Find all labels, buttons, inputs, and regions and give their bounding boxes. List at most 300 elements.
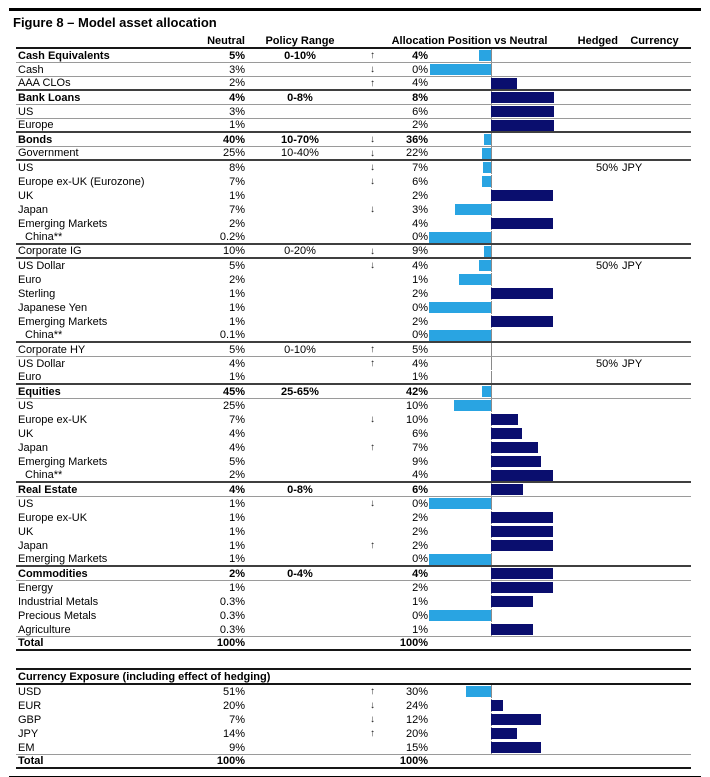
axis-line — [491, 609, 492, 622]
position-bar-cell — [428, 231, 570, 243]
overweight-bar — [491, 218, 553, 229]
position-bar-cell — [428, 385, 570, 398]
neutral-value: 2% — [229, 77, 245, 89]
trend-down-arrow-icon: ↓ — [370, 134, 375, 145]
axis-line — [491, 385, 492, 398]
table-row — [16, 91, 691, 105]
overweight-bar — [491, 540, 553, 551]
neutral-value: 2% — [229, 217, 245, 230]
axis-line — [491, 553, 492, 565]
row-label: US Dollar — [18, 357, 66, 370]
allocation-value: 0% — [412, 609, 428, 622]
neutral-value: 1% — [229, 497, 245, 510]
neutral-value: 5% — [229, 455, 245, 468]
overweight-bar — [491, 624, 533, 635]
neutral-value: 7% — [229, 413, 245, 426]
column-header-hedged: Hedged — [577, 34, 618, 47]
table-row — [16, 483, 691, 497]
allocation-value: 2% — [412, 119, 428, 131]
trend-up-arrow-icon: ↑ — [370, 686, 375, 697]
row-label: Emerging Markets — [18, 553, 108, 565]
underweight-bar — [479, 50, 491, 61]
row-label: Euro — [18, 273, 42, 286]
table-row — [16, 713, 691, 727]
trend-down-arrow-icon: ↓ — [370, 64, 375, 75]
trend-down-arrow-icon: ↓ — [370, 414, 375, 425]
position-bar-cell — [428, 623, 570, 636]
row-label: Cash — [18, 63, 44, 76]
allocation-value: 1% — [412, 595, 428, 608]
neutral-value: 2% — [229, 469, 245, 481]
position-bar-cell — [428, 245, 570, 257]
position-bar-cell — [428, 301, 570, 314]
column-header-policy-range: Policy Range — [265, 34, 335, 47]
axis-line — [491, 133, 492, 146]
hedged-value: 50% — [595, 259, 618, 272]
currency-value: JPY — [622, 357, 643, 370]
row-label: Industrial Metals — [18, 595, 99, 608]
position-bar-cell — [428, 77, 570, 89]
overweight-bar — [491, 484, 523, 495]
allocation-value: 6% — [412, 483, 428, 496]
position-bar-cell — [428, 259, 570, 272]
allocation-value: 1% — [412, 371, 428, 383]
position-bar-cell — [428, 413, 570, 426]
underweight-bar — [430, 64, 491, 75]
row-label: Equities — [18, 385, 61, 398]
allocation-value: 2% — [412, 525, 428, 538]
underweight-bar — [429, 302, 491, 313]
position-bar-cell — [428, 287, 570, 300]
row-label: Europe ex-UK (Eurozone) — [18, 175, 145, 188]
row-label: Total — [18, 755, 44, 767]
table-row — [16, 455, 691, 469]
neutral-value: 1% — [229, 553, 245, 565]
axis-line — [491, 357, 492, 370]
neutral-value: 0.2% — [219, 231, 245, 243]
hedged-value: 50% — [595, 357, 618, 370]
row-label: Precious Metals — [18, 609, 97, 622]
neutral-value: 1% — [229, 287, 245, 300]
table-row — [16, 259, 691, 273]
column-header-allocation: Allocation Position vs Neutral — [391, 34, 548, 47]
row-label: Europe — [18, 119, 54, 131]
position-bar-cell — [428, 63, 570, 76]
row-label: US — [18, 105, 34, 118]
allocation-value: 24% — [405, 699, 428, 712]
neutral-value: 7% — [229, 713, 245, 726]
neutral-value: 1% — [229, 315, 245, 328]
position-bar-cell — [428, 203, 570, 216]
table-row — [16, 357, 691, 371]
table-row — [16, 685, 691, 699]
position-bar-cell — [428, 315, 570, 328]
position-bar-cell — [428, 469, 570, 481]
allocation-rows — [16, 49, 691, 651]
table-row — [16, 371, 691, 385]
table-row — [16, 147, 691, 161]
trend-up-arrow-icon: ↑ — [370, 358, 375, 369]
position-bar-cell — [428, 147, 570, 159]
axis-line — [491, 231, 492, 243]
trend-down-arrow-icon: ↓ — [370, 176, 375, 187]
underweight-bar — [483, 162, 491, 173]
trend-down-arrow-icon: ↓ — [370, 245, 375, 257]
position-bar-cell — [428, 273, 570, 286]
neutral-value: 1% — [229, 301, 245, 314]
column-header-neutral: Neutral — [207, 34, 245, 47]
position-bar-cell — [428, 727, 570, 740]
neutral-value: 7% — [229, 175, 245, 188]
allocation-value: 4% — [412, 49, 428, 62]
underweight-bar — [429, 610, 491, 621]
row-label: China** — [25, 469, 63, 481]
neutral-value: 4% — [229, 91, 245, 104]
axis-line — [491, 161, 492, 174]
neutral-value: 14% — [222, 727, 245, 740]
allocation-value: 4% — [412, 217, 428, 230]
position-bar-cell — [428, 189, 570, 202]
position-bar-cell — [428, 455, 570, 468]
underweight-bar — [484, 246, 491, 257]
overweight-bar — [491, 120, 554, 131]
neutral-value: 1% — [229, 189, 245, 202]
row-label: China** — [25, 329, 63, 341]
table-row — [16, 175, 691, 189]
neutral-value: 1% — [229, 119, 245, 131]
table-row — [16, 399, 691, 413]
trend-up-arrow-icon: ↑ — [370, 442, 375, 453]
trend-down-arrow-icon: ↓ — [370, 162, 375, 173]
allocation-value: 15% — [405, 741, 428, 754]
row-label: Emerging Markets — [18, 217, 108, 230]
allocation-value: 8% — [412, 91, 428, 104]
table-row — [16, 581, 691, 595]
table-row — [16, 511, 691, 525]
axis-line — [491, 329, 492, 341]
hedged-value: 50% — [595, 161, 618, 174]
table-row — [16, 301, 691, 315]
underweight-bar — [429, 330, 491, 341]
allocation-value: 2% — [412, 539, 428, 552]
position-bar-cell — [428, 567, 570, 580]
position-bar-cell — [428, 329, 570, 341]
table-row — [16, 49, 691, 63]
neutral-value: 4% — [229, 441, 245, 454]
overweight-bar — [491, 470, 553, 481]
overweight-bar — [491, 190, 553, 201]
row-label: Government — [18, 147, 79, 159]
currency-table — [16, 685, 691, 769]
overweight-bar — [491, 742, 541, 753]
row-label: US — [18, 399, 34, 412]
neutral-value: 0.1% — [219, 329, 245, 341]
row-label: Japan — [18, 203, 48, 216]
neutral-value: 25% — [222, 399, 245, 412]
allocation-value: 9% — [412, 245, 428, 257]
allocation-value: 9% — [412, 455, 428, 468]
neutral-value: 1% — [229, 581, 245, 594]
table-row — [16, 413, 691, 427]
figure-title: Figure 8 – Model asset allocation — [13, 15, 217, 30]
neutral-value: 2% — [229, 273, 245, 286]
policy-range: 0-4% — [287, 567, 313, 580]
table-row — [16, 595, 691, 609]
allocation-value: 100% — [399, 755, 428, 767]
allocation-value: 2% — [412, 287, 428, 300]
allocation-value: 0% — [412, 497, 428, 510]
axis-line — [491, 399, 492, 412]
allocation-value: 2% — [412, 581, 428, 594]
overweight-bar — [491, 78, 517, 89]
table-row — [16, 119, 691, 133]
policy-range: 10-40% — [281, 147, 319, 159]
position-bar-cell — [428, 175, 570, 188]
position-bar-cell — [428, 161, 570, 174]
currency-value: JPY — [622, 259, 643, 272]
neutral-value: 1% — [229, 371, 245, 383]
neutral-value: 1% — [229, 525, 245, 538]
neutral-value: 3% — [229, 105, 245, 118]
table-row — [16, 231, 691, 245]
table-row — [16, 741, 691, 755]
allocation-value: 12% — [405, 713, 428, 726]
axis-line — [491, 497, 492, 510]
policy-range: 25-65% — [281, 385, 319, 398]
policy-range: 0-20% — [284, 245, 316, 257]
trend-down-arrow-icon: ↓ — [370, 700, 375, 711]
neutral-value: 0.3% — [219, 623, 245, 636]
row-label: Agriculture — [18, 623, 71, 636]
neutral-value: 5% — [229, 259, 245, 272]
trend-up-arrow-icon: ↑ — [370, 344, 375, 355]
overweight-bar — [491, 582, 553, 593]
position-bar-cell — [428, 609, 570, 622]
neutral-value: 1% — [229, 539, 245, 552]
axis-line — [491, 147, 492, 159]
position-bar-cell — [428, 371, 570, 383]
underweight-bar — [482, 176, 491, 187]
allocation-value: 2% — [412, 315, 428, 328]
underweight-bar — [482, 386, 491, 397]
table-row — [16, 441, 691, 455]
neutral-value: 1% — [229, 511, 245, 524]
row-label: Real Estate — [18, 483, 78, 496]
policy-range: 0-10% — [284, 343, 316, 356]
overweight-bar — [491, 596, 533, 607]
neutral-value: 51% — [222, 685, 245, 698]
axis-line — [491, 175, 492, 188]
table-row — [16, 217, 691, 231]
allocation-value: 20% — [405, 727, 428, 740]
underweight-bar — [454, 400, 491, 411]
currency-rows — [16, 685, 691, 769]
axis-line — [491, 259, 492, 272]
row-label: GBP — [18, 713, 42, 726]
position-bar-cell — [428, 427, 570, 440]
position-bar-cell — [428, 217, 570, 230]
row-label: Corporate IG — [18, 245, 82, 257]
table-row — [16, 329, 691, 343]
table-row — [16, 727, 691, 741]
allocation-value: 6% — [412, 427, 428, 440]
allocation-value: 0% — [412, 231, 428, 243]
row-label: Sterling — [18, 287, 56, 300]
table-row — [16, 385, 691, 399]
trend-up-arrow-icon: ↑ — [370, 728, 375, 739]
underweight-bar — [482, 148, 491, 159]
trend-up-arrow-icon: ↑ — [370, 77, 375, 89]
row-label: US — [18, 497, 34, 510]
table-row — [16, 63, 691, 77]
table-row — [16, 77, 691, 91]
row-label: Europe ex-UK — [18, 413, 88, 426]
row-label: JPY — [18, 727, 39, 740]
row-label: Corporate HY — [18, 343, 86, 356]
position-bar-cell — [428, 441, 570, 454]
table-row — [16, 273, 691, 287]
position-bar-cell — [428, 133, 570, 146]
table-row — [16, 161, 691, 175]
table-row — [16, 189, 691, 203]
row-label: Bonds — [18, 133, 53, 146]
currency-section-title: Currency Exposure (including effect of hedging) — [16, 670, 691, 685]
axis-line — [491, 343, 492, 356]
underweight-bar — [429, 498, 491, 509]
row-label: Euro — [18, 371, 42, 383]
overweight-bar — [491, 414, 518, 425]
table-row — [16, 343, 691, 357]
policy-range: 0-8% — [287, 91, 313, 104]
column-header-currency: Currency — [630, 34, 679, 47]
underweight-bar — [429, 554, 491, 565]
overweight-bar — [491, 568, 553, 579]
neutral-value: 5% — [229, 343, 245, 356]
allocation-value: 0% — [412, 329, 428, 341]
overweight-bar — [491, 714, 541, 725]
allocation-value: 4% — [412, 567, 428, 580]
section-gap — [0, 651, 710, 668]
policy-range: 0-8% — [287, 483, 313, 496]
position-bar-cell — [428, 595, 570, 608]
table-row — [16, 105, 691, 119]
underweight-bar — [479, 260, 491, 271]
trend-down-arrow-icon: ↓ — [370, 714, 375, 725]
underweight-bar — [484, 134, 491, 145]
row-label: Emerging Markets — [18, 455, 108, 468]
neutral-value: 20% — [222, 699, 245, 712]
trend-up-arrow-icon: ↑ — [370, 540, 375, 551]
row-label: US Dollar — [18, 259, 66, 272]
allocation-value: 3% — [412, 203, 428, 216]
position-bar-cell — [428, 511, 570, 524]
table-row — [16, 539, 691, 553]
position-bar-cell — [428, 525, 570, 538]
position-bar-cell — [428, 91, 570, 104]
table-row — [16, 567, 691, 581]
allocation-value: 2% — [412, 189, 428, 202]
row-label: UK — [18, 189, 34, 202]
table-row — [16, 553, 691, 567]
overweight-bar — [491, 316, 553, 327]
position-bar-cell — [428, 119, 570, 131]
allocation-value: 4% — [412, 259, 428, 272]
trend-down-arrow-icon: ↓ — [370, 147, 375, 159]
position-bar-cell — [428, 637, 570, 649]
row-label: US — [18, 161, 34, 174]
position-bar-cell — [428, 539, 570, 552]
overweight-bar — [491, 92, 554, 103]
overweight-bar — [491, 428, 522, 439]
table-row — [16, 427, 691, 441]
axis-line — [491, 245, 492, 257]
row-label: UK — [18, 427, 34, 440]
row-label: AAA CLOs — [18, 77, 71, 89]
axis-line — [491, 371, 492, 383]
trend-down-arrow-icon: ↓ — [370, 498, 375, 509]
position-bar-cell — [428, 357, 570, 370]
row-label: Japanese Yen — [18, 301, 88, 314]
neutral-value: 8% — [229, 161, 245, 174]
table-row — [16, 623, 691, 637]
row-label: EM — [18, 741, 35, 754]
table-row — [16, 755, 691, 769]
table-row — [16, 287, 691, 301]
overweight-bar — [491, 442, 538, 453]
neutral-value: 45% — [222, 385, 245, 398]
neutral-value: 0.3% — [219, 609, 245, 622]
allocation-value: 6% — [412, 105, 428, 118]
allocation-value: 100% — [399, 637, 428, 649]
underweight-bar — [429, 232, 491, 243]
row-label: Japan — [18, 539, 48, 552]
neutral-value: 5% — [229, 49, 245, 62]
allocation-value: 1% — [412, 273, 428, 286]
column-header-row — [16, 34, 691, 49]
position-bar-cell — [428, 105, 570, 118]
allocation-table — [16, 34, 691, 651]
neutral-value: 2% — [229, 567, 245, 580]
row-label: Commodities — [18, 567, 88, 580]
overweight-bar — [491, 700, 503, 711]
position-bar-cell — [428, 483, 570, 496]
allocation-value: 36% — [405, 133, 428, 146]
position-bar-cell — [428, 343, 570, 356]
allocation-value: 5% — [412, 343, 428, 356]
position-bar-cell — [428, 399, 570, 412]
overweight-bar — [491, 526, 553, 537]
neutral-value: 100% — [216, 637, 245, 649]
position-bar-cell — [428, 553, 570, 565]
trend-down-arrow-icon: ↓ — [370, 204, 375, 215]
row-label: China** — [25, 231, 63, 243]
position-bar-cell — [428, 685, 570, 698]
neutral-value: 3% — [229, 63, 245, 76]
table-row — [16, 699, 691, 713]
neutral-value: 4% — [229, 357, 245, 370]
row-label: EUR — [18, 699, 42, 712]
axis-line — [491, 203, 492, 216]
neutral-value: 7% — [229, 203, 245, 216]
underweight-bar — [466, 686, 491, 697]
allocation-value: 4% — [412, 77, 428, 89]
position-bar-cell — [428, 713, 570, 726]
row-label: Bank Loans — [18, 91, 81, 104]
neutral-value: 9% — [229, 741, 245, 754]
allocation-value: 0% — [412, 553, 428, 565]
neutral-value: 100% — [216, 755, 245, 767]
allocation-value: 1% — [412, 623, 428, 636]
